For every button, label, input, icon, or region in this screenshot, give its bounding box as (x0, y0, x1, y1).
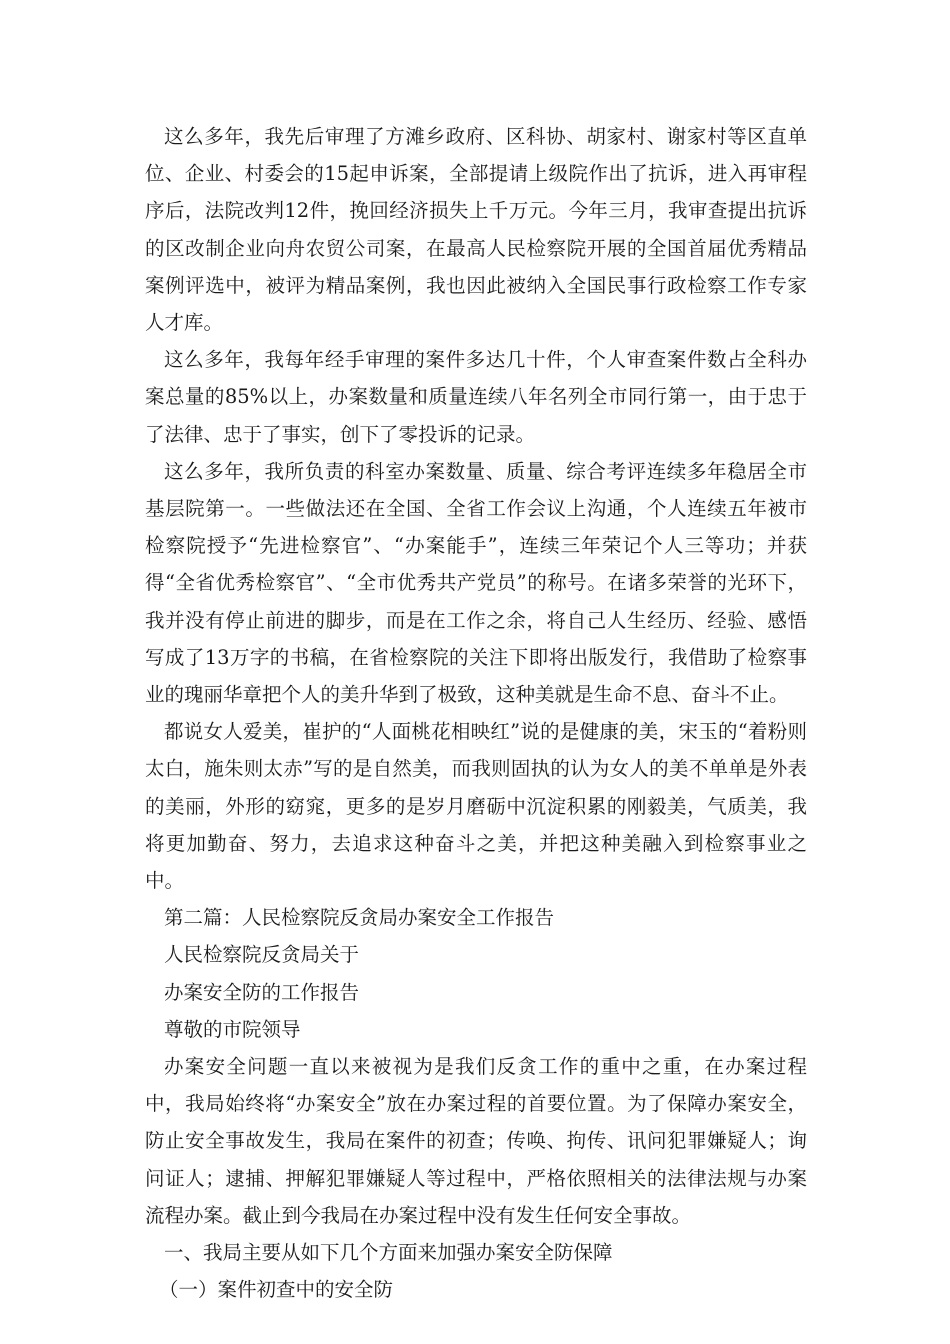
paragraph-annual-workload: 这么多年，我每年经手审理的案件多达几十件，个人审查案件数占全科办案总量的85%以上，办案数量和质量连续八年名列全市同行第一，由于忠于了法律、忠于了事实，创下了零投诉的记录。 (145, 348, 807, 446)
report-title-line-2: 办案安全防的工作报告 (164, 980, 360, 1004)
salutation: 尊敬的市院领导 (164, 1017, 301, 1041)
paragraph-case-safety: 办案安全问题一直以来被视为是我们反贪工作的重中之重，在办案过程中，我局始终将“办案安全”放在办案过程的首要位置。为了保障办案安全，防止安全事故发生，我局在案件的初查；传唤、拘传、讯问犯罪嫌疑人；询问证人；逮捕、押解犯罪嫌疑人等过程中，严格依照相关的法律法规与办案流程办案。截止到今我局在办案过程中没有发生任何安全事故。 (145, 1055, 807, 1227)
paragraph-beauty: 都说女人爱美，崔护的“人面桃花相映红”说的是健康的美，宋玉的“着粉则太白，施朱则太赤”写的是自然美，而我则固执的认为女人的美不单单是外表的美丽，外形的窈窕，更多的是岁月磨砺中沉淀积累的刚毅美，气质美，我将更加勤奋、努力，去追求这种奋斗之美，并把这种美融入到检察事业之中。 (145, 720, 807, 893)
report-title-line-1: 人民检察院反贪局关于 (164, 943, 360, 967)
heading-level-2: （一）案件初查中的安全防 (159, 1278, 394, 1302)
paragraph-honors: 这么多年，我所负责的科室办案数量、质量、综合考评连续多年稳居全市基层院第一。一些做法还在全国、全省工作会议上沟通，个人连续五年被市检察院授予“先进检察官”、“办案能手”，连续三年荣记个人三等功；并获得“全省优秀检察官”、“全市优秀共产党员”的称号。在诸多荣誉的光环下，我并没有停止前进的脚步，而是在工作之余，将自己人生经历、经验、感悟写成了13万字的书稿，在省检察院的关注下即将出版发行，我借助了检察事业的瑰丽华章把个人的美升华到了极致，这种美就是生命不息、奋斗不止。 (145, 459, 807, 707)
section-title: 第二篇：人民检察院反贪局办案安全工作报告 (164, 906, 555, 930)
paragraph-cases-reviewed: 这么多年，我先后审理了方滩乡政府、区科协、胡家村、谢家村等区直单位、企业、村委会的15起申诉案，全部提请上级院作出了抗诉，进入再审程序后，法院改判12件，挽回经济损失上千万元。今年三月，我审查提出抗诉的区改制企业向舟农贸公司案，在最高人民检察院开展的全国首届优秀精品案例评选中，被评为精品案例，我也因此被纳入全国民事行政检察工作专家人才库。 (145, 125, 807, 335)
heading-level-1: 一、我局主要从如下几个方面来加强办案安全防保障 (164, 1241, 613, 1265)
document-page (145, 118, 807, 1309)
